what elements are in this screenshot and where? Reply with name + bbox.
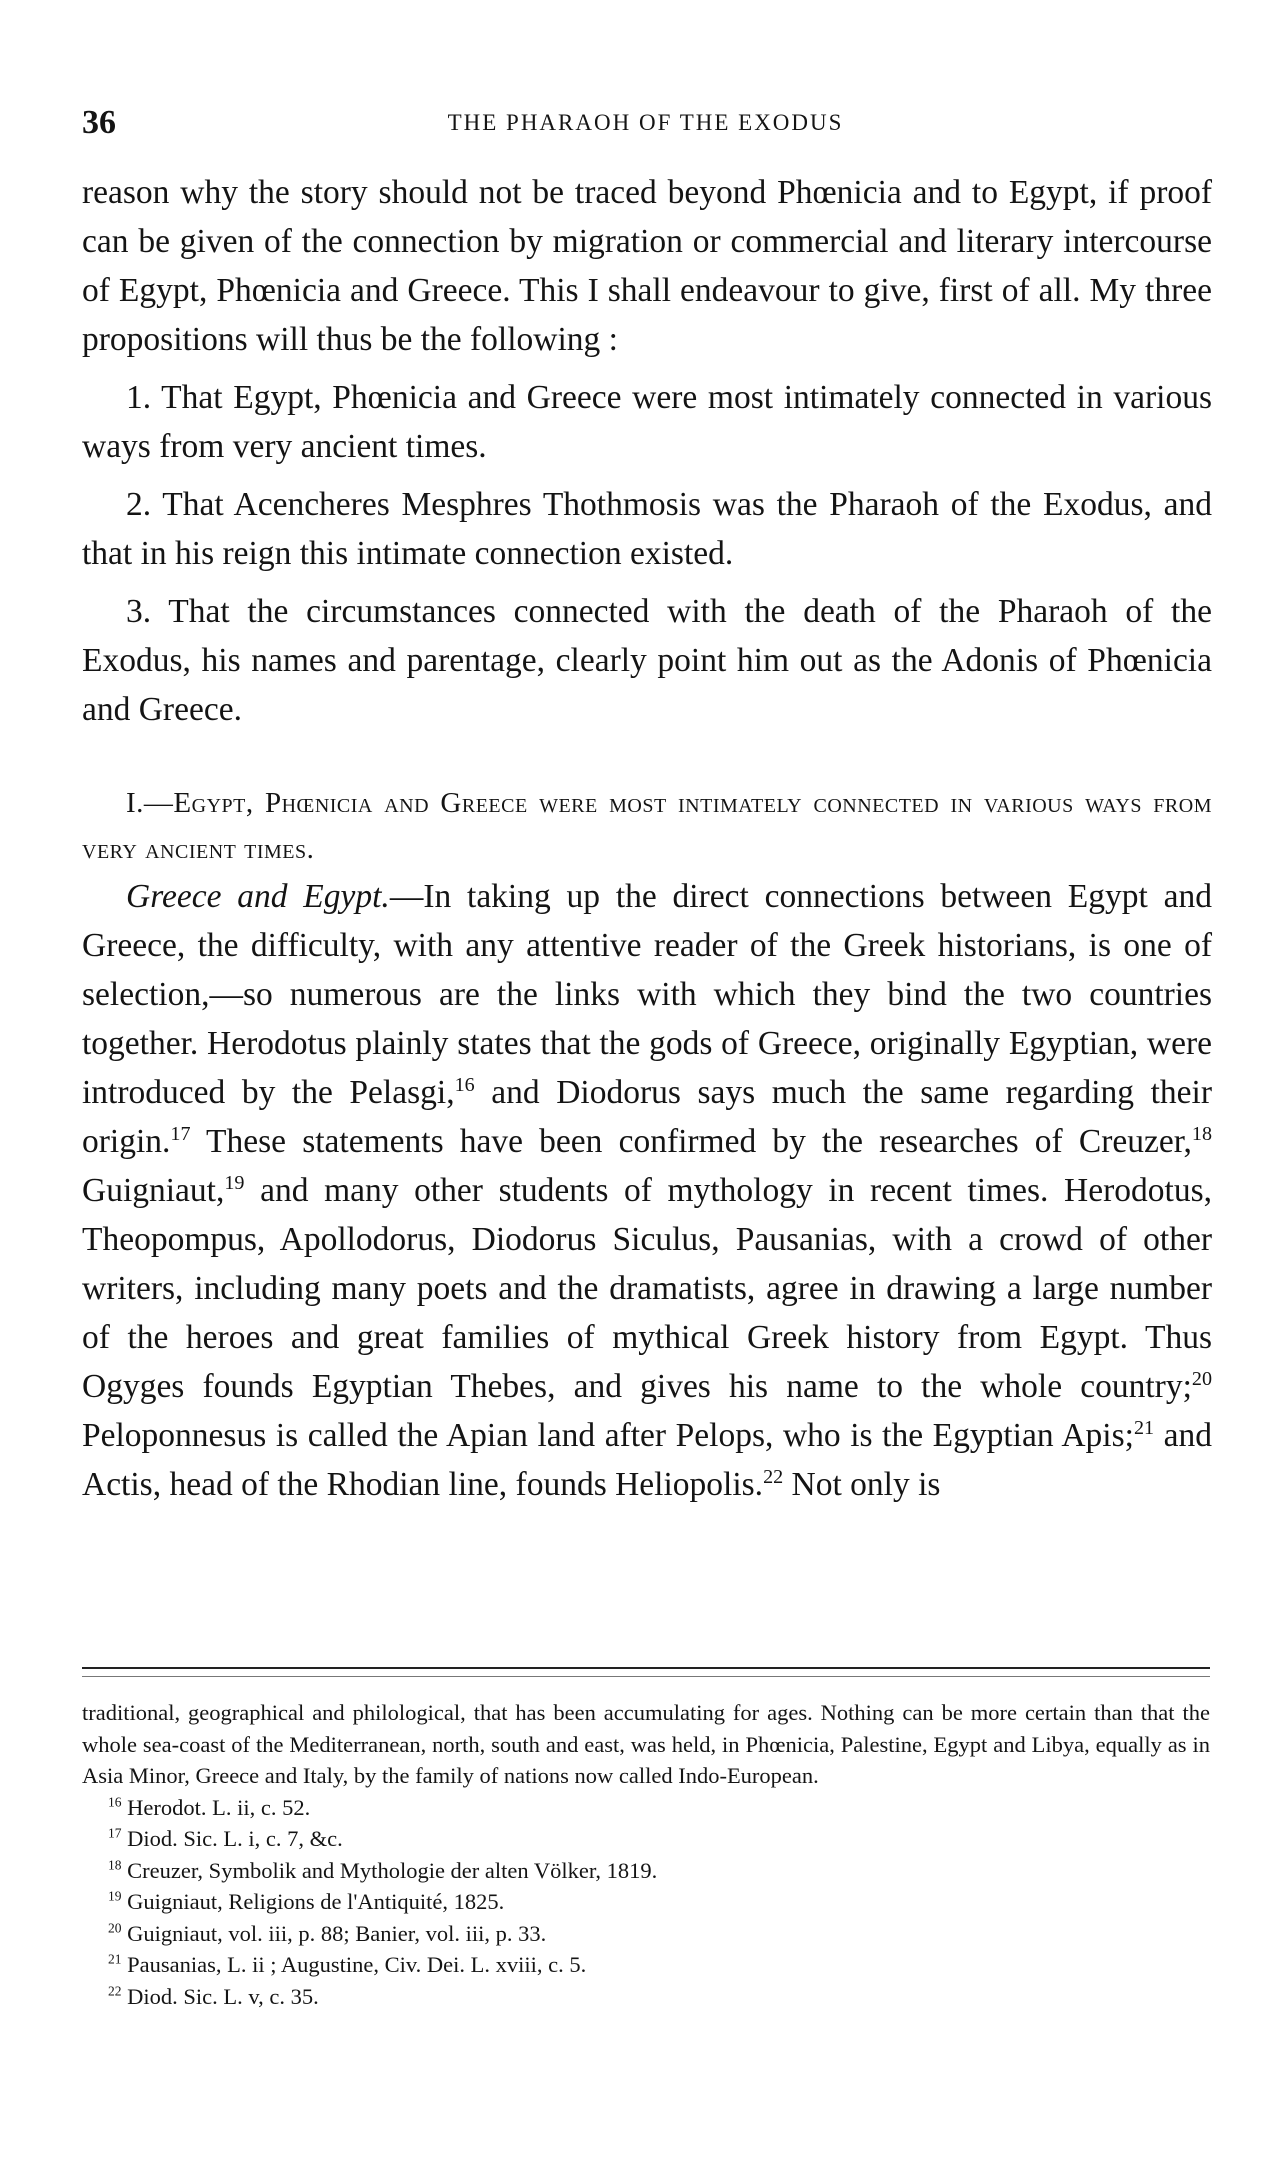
proposition-2: 2. That Acencheres Mesphres Thothmosis was the Pharaoh of the Exodus, and that in his reign this intimate connection existed. — [82, 486, 1212, 572]
footnote-16 — [82, 1792, 1210, 1824]
text-run: These statements have been confirmed by the researches of Creuzer, — [190, 1123, 1192, 1160]
footnote-number: 16 — [108, 1794, 122, 1809]
footnotes — [82, 1697, 1210, 2012]
footnote-text: Creuzer, Symbolik and Mythologie der alten Völker, 1819. — [127, 1857, 658, 1883]
footnote-ref-16: 16 — [454, 1073, 475, 1096]
continued-footnote: traditional, geographical and philological, that has been accumulating for ages. Nothing can be more certain than that the whole sea-coast of the Mediterranean, north, south and east, was held, in Phœnicia, Palestine, Egypt and Libya, equally as in Asia Minor, Greece and Italy, by the family of nations now called Indo-European. — [82, 1700, 1210, 1788]
text-run: Not only is — [783, 1466, 941, 1503]
footnote-number: 19 — [108, 1888, 122, 1904]
proposition-3: 3. That the circumstances connected with the death of the Pharaoh of the Exodus, his names and parentage, clearly point him out as the Adonis of Phœnicia and Greece. — [82, 593, 1212, 728]
text-run: and Diodorus says much the same regarding their origin. — [82, 1074, 1212, 1160]
text-run: and many other students of mythology in recent times. Herodotus, Theopompus, Apollodorus, Diodorus Siculus, Pausanias, with a crowd of other writers, including many poets and the dramatists, agree in drawing a large number of the heroes and great families of mythical Greek history from Egypt. Thus Ogyges founds Egyptian Thebes, and gives his name to the whole country; — [82, 1172, 1212, 1405]
text-run: —In taking up the direct connections between Egypt and Greece, the difficulty, with any attentive reader of the Greek historians, is one of selection,—so numerous are the links with which they bind the two countries together. Herodotus plainly states that the gods of Greece, originally Egyptian, were introduced by the Pelasgi, — [82, 878, 1212, 1111]
footnote-text: Pausanias, L. ii ; Augustine, Civ. Dei. L. xviii, c. 5. — [127, 1952, 587, 1977]
footnote-ref-21: 21 — [1133, 1416, 1155, 1439]
page-header — [82, 104, 1209, 144]
proposition-1: 1. That Egypt, Phœnicia and Greece were most intimately connected in various ways from very ancient times. — [82, 379, 1212, 465]
footnote-text: Diod. Sic. L. v, c. 35. — [127, 1983, 319, 2009]
footnote-18 — [82, 1855, 1210, 1887]
footnote-number: 18 — [108, 1857, 122, 1872]
footnote-17 — [82, 1823, 1210, 1855]
text-run: Guigniaut, — [82, 1172, 225, 1209]
footnote-ref-19: 19 — [224, 1171, 245, 1194]
footnote-text: Herodot. L. ii, c. 52. — [127, 1794, 311, 1820]
footnote-ref-17: 17 — [170, 1122, 191, 1145]
intro-paragraph: reason why the story should not be traced beyond Phœnicia and to Egypt, if proof can be given of the connection by migration or commercial and literary intercourse of Egypt, Phœnicia and Greece. This I shall endeavour to give, first of all. My three propositions will thus be the following : — [82, 174, 1212, 358]
footnote-text: Guigniaut, Religions de l'Antiquité, 1825. — [127, 1889, 505, 1914]
footnote-ref-20: 20 — [1191, 1367, 1212, 1390]
running-title: THE PHARAOH OF THE EXODUS — [447, 110, 844, 135]
footnote-22 — [82, 1981, 1210, 2013]
footnote-ref-22: 22 — [763, 1465, 784, 1488]
body-paragraph — [82, 872, 1212, 1509]
footnote-21 — [82, 1949, 1210, 1981]
footnote-text: Diod. Sic. L. i, c. 7, &c. — [127, 1826, 343, 1851]
text-run: Peloponnesus is called the Apian land after Pelops, who is the Egyptian Apis; — [82, 1417, 1134, 1454]
footnote-ref-18: 18 — [1191, 1122, 1212, 1145]
page-number: 36 — [82, 104, 116, 141]
footnote-rule — [82, 1667, 1210, 1669]
section-heading: I.—Egypt, Phœnicia and Greece were most intimately connected in various ways from very ancient times. — [82, 787, 1212, 865]
subhead: Greece and Egypt. — [126, 878, 390, 915]
text-run: and Actis, head of the Rhodian line, founds Heliopolis. — [82, 1417, 1213, 1503]
footnote-number: 20 — [108, 1920, 122, 1935]
footnote-number: 17 — [108, 1825, 122, 1841]
footnote-rule-thin — [82, 1676, 1210, 1677]
footnote-number: 21 — [108, 1951, 122, 1967]
footnote-19 — [82, 1886, 1210, 1918]
footnote-text: Guigniaut, vol. iii, p. 88; Banier, vol. iii, p. 33. — [127, 1920, 547, 1946]
footnote-number: 22 — [108, 1983, 122, 1998]
main-text — [82, 168, 1212, 1509]
footnote-20 — [82, 1918, 1210, 1950]
